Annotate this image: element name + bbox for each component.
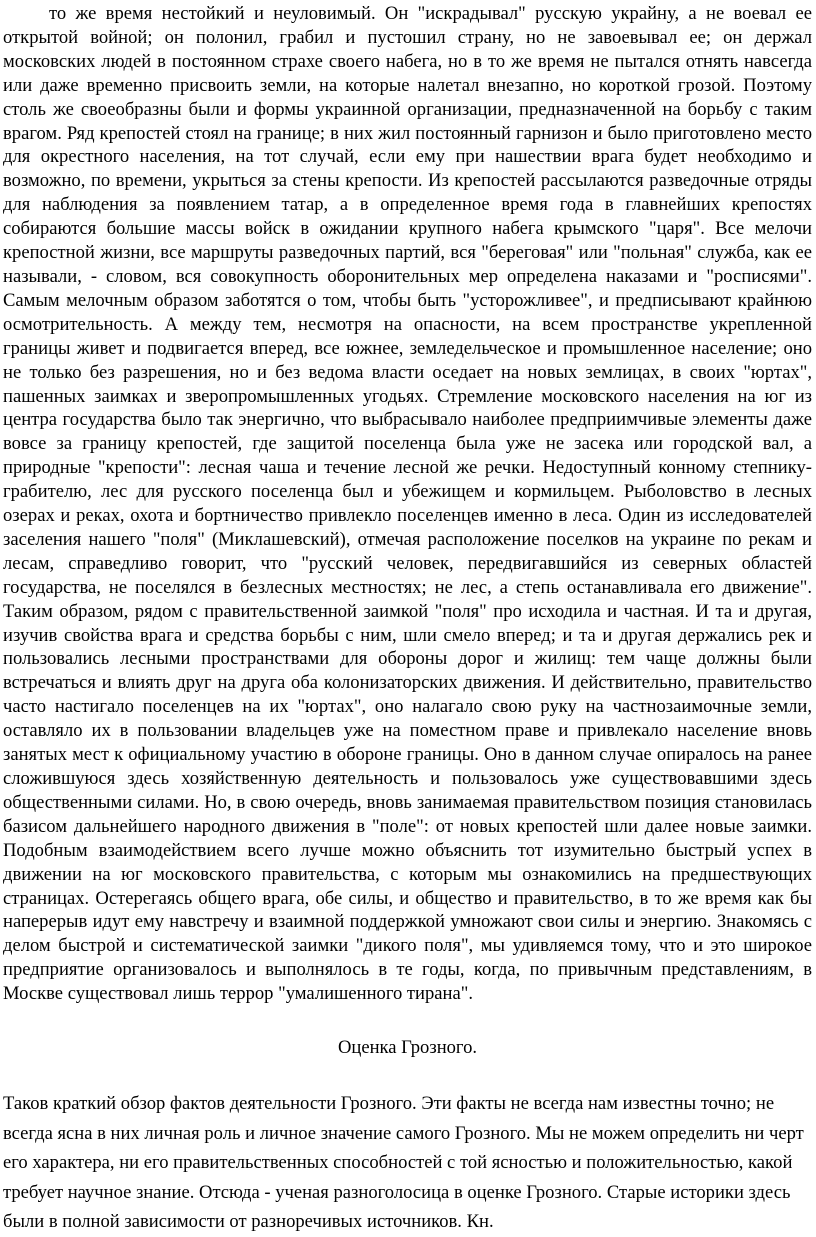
body-paragraph-second: Таков краткий обзор фактов деятельности Грозного. Эти факты не всегда нам известны точно; не всегда ясна в них личная роль и личное значение самого Грозного. Мы не можем определить ни черт его характера, ни его правительственных способностей с той ясностью и положительностью, какой требует научное знание. Отсюда - ученая разноголосица в оценке Грозного. Старые историки здесь были в полной зависимости от разноречивых источников. Кн. bbox=[3, 1093, 804, 1233]
body-paragraph: то же время нестойкий и неуловимый. Он "искрадывал" русскую украйну, а не воевал ее открытой войной; он полонил, грабил и пустошил страну, но не завоевывал ее; он держал московских людей в постоянном страхе своего набега, но в то же время не пытался отнять навсегда или даже временно присвоить земли, на которые налетал внезапно, но короткой грозой. Поэтому столь же своеобразны были и формы украинной организации, предназначенной на борьбу с таким врагом. Ряд крепостей стоял на границе; в них жил постоянный гарнизон и было приготовлено место для окрестного населения, на тот случай, если ему при нашествии врага будет необходимо и возможно, по времени, укрыться за стены крепости. Из крепостей рассылаются разведочные отряды для наблюдения за появлением татар, а в определенное время года в главнейших крепостях собираются большие массы войск в ожидании крупного набега крымского "царя". Все мелочи крепостной жизни, все маршруты разведочных партий, вся "береговая" или "польная" служба, как ее называли, - словом, вся совокупность оборонительных мер определена наказами и "росписями". Самым мелочным образом заботятся о том, чтобы быть "усторожливее", и предписывают крайнюю осмотрительность. А между тем, несмотря на опасности, на всем пространстве укрепленной границы живет и подвигается вперед, все южнее, земледельческое и промышленное население; оно не только без разрешения, но и без ведома власти оседает на новых землицах, в своих "юртах", пашенных заимках и зверопромышленных угодьях. Стремление московского населения на юг из центра государства было так энергично, что выбрасывало наиболее предприимчивые элементы даже вовсе за границу крепостей, где защитой поселенца была уже не засека или городской вал, а природные "крепости": лесная чаша и течение лесной же речки. Недоступный конному степнику-грабителю, лес для русского поселенца был и убежищем и кормильцем. Рыболовство в лесных озерах и реках, охота и бортничество привлекло поселенцев именно в леса. Один из исследователей заселения нашего "поля" (Миклашевский), отмечая расположение поселков на украине по рекам и лесам, справедливо говорит, что "русский человек, передвигавшийся из северных областей государства, не поселялся в безлесных местностях; не лес, а степь останавливала его движение". Таким образом, рядом с правительственной заимкой "поля" про исходила и частная. И та и другая, изучив свойства врага и средства борьбы с ним, шли смело вперед; и та и другая держались рек и пользовались лесными пространствами для обороны дорог и жилищ: тем чаще должны были встречаться и влиять друг на друга оба колонизаторских движения. И действительно, правительство часто настигало поселенцев на их "юртах", оно налагало свою руку на частнозаимочные земли, оставляло их в пользовании владельцев уже на поместном праве и привлекало население вновь занятых мест к официальному участию в обороне границы. Оно в данном случае опиралось на ранее сложившуюся здесь хозяйственную деятельность и пользовалось уже существовавшими здесь общественными силами. Но, в свою очередь, вновь занимаемая правительством позиция становилась базисом дальнейшего народного движения в "поле": от новых крепостей шли далее новые заимки. Подобным взаимодействием всего лучше можно объяснить тот изумительно быстрый успех в движении на юг московского правительства, с которым мы ознакомились на предшествующих страницах. Остерегаясь общего врага, обе силы, и общество и правительство, в то же время как бы наперерыв идут ему навстречу и взаимной поддержкой умножают свои силы и энергию. Знакомясь с делом быстрой и систематической заимки "дикого поля", мы удивляемся тому, что и это широкое предприятие организовалось и выполнялось в те годы, когда, по привычным представлениям, в Москве существовал лишь террор "умалишенного тирана". bbox=[3, 3, 812, 1005]
section-heading: Оценка Грозного. bbox=[337, 1037, 478, 1059]
